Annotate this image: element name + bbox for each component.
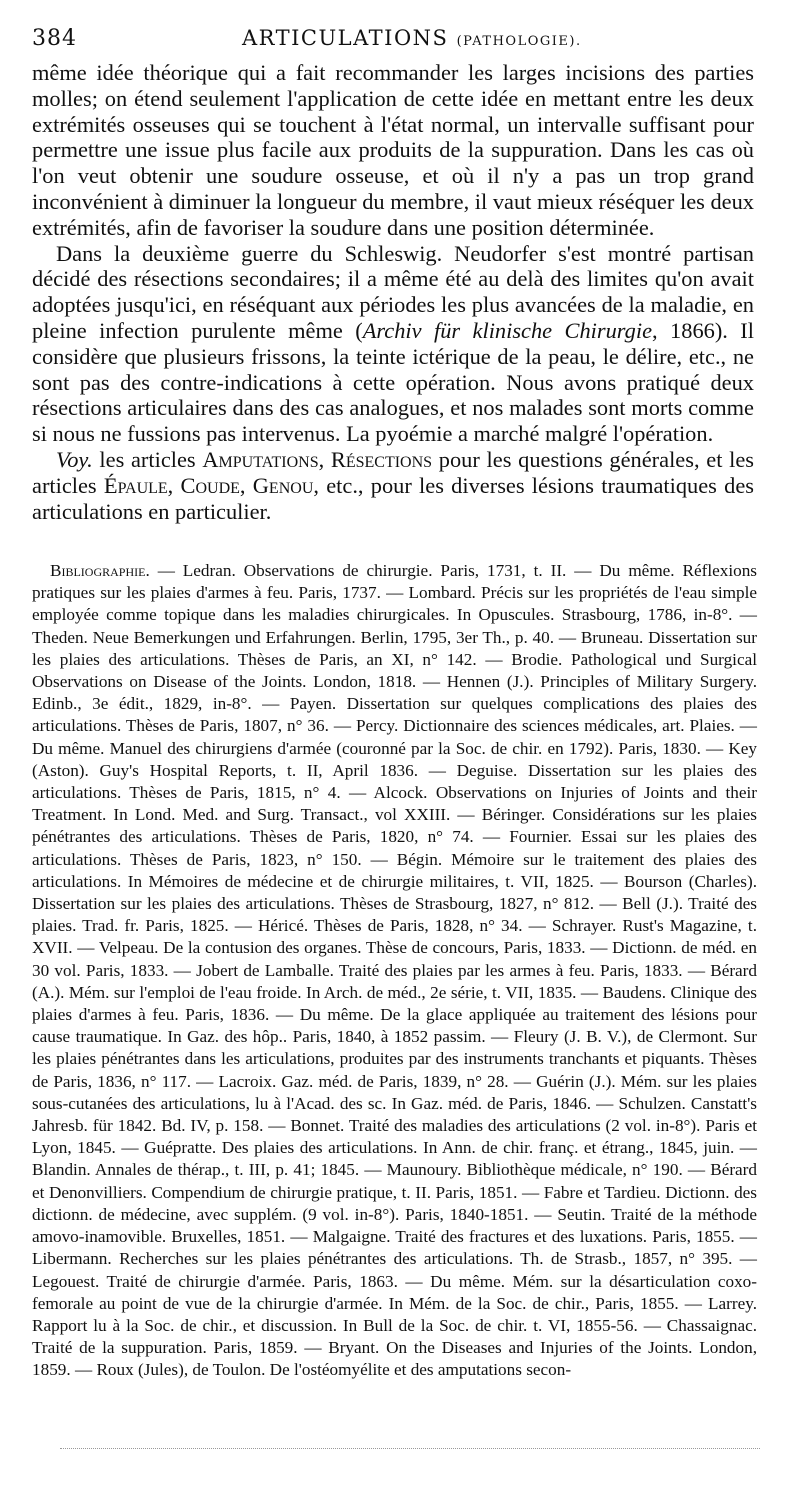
bibliography-paragraph (32, 560, 757, 1382)
xref-resections: Résections (330, 446, 433, 472)
xref-epaule: Épaule (103, 472, 168, 498)
paragraph-3-text-a: les articles (92, 446, 203, 472)
paragraph-1: même idée théorique qui a fait recommander les larges incisions des parties molles; on étend seulement l'application de cette idée en mettant entre les deux extrémités osseuses qui se touchent à l'état normal, un intervalle suffisant pour permettre une issue plus facile aux produits de la suppuration. Dans les cas où l'on veut obtenir une soudure osseuse, et où il n'y a pas un trop grand inconvénient à diminuer la longueur du membre, il vaut mieux réséquer les deux extrémités, afin de favoriser la soudure dans une position déterminée. (32, 60, 754, 240)
paragraph-2-text-a: Dans la deuxième guerre du Schleswig. Neudorfer s'est montré partisan décidé des résections secondaires; il a même été au delà des limites qu'on avait adoptées jusqu'ici, en réséquant aux périodes les plus avancées de la maladie, en pleine infection purulente même ( (32, 240, 754, 343)
body-text (32, 60, 754, 524)
xref-coude: Coude (180, 472, 240, 498)
journal-title: Archiv für klinische Chirurgie (362, 317, 653, 343)
paragraph-2 (32, 241, 754, 447)
paragraph-3-text-d: , (167, 472, 181, 498)
running-title-main: ARTICULATIONS (242, 26, 449, 50)
running-title-section: (PATHOLOGIE). (456, 34, 582, 49)
paragraph-3 (32, 447, 754, 524)
bibliography (32, 560, 757, 1382)
running-head (32, 26, 760, 56)
bottom-rule (60, 1448, 760, 1449)
paragraph-3-text-e: , (239, 472, 253, 498)
paragraph-3-text-b: , (318, 446, 331, 472)
xref-genou: Genou (252, 472, 314, 498)
running-title (242, 26, 582, 50)
paragraph-3-text-c: pour les questions générales, et les articles (32, 446, 754, 498)
paragraph-2-text-b: , 1866). Il considère que plusieurs frissons, la teinte ictérique de la peau, le délire, etc., ne sont pas des contre-indications à cette opération. Nous avons pratiqué deux résections articulaires dans des cas analogues, et nos malades sont morts comme si nous ne fussions pas intervenus. La pyoémie a marché malgré l'opération. (32, 317, 754, 447)
voy-label: Voy. (56, 446, 93, 472)
xref-amputations: Amputations (202, 446, 319, 472)
bibliography-text: — Ledran. Observations de chirurgie. Paris, 1731, t. II. — Du même. Réflexions pratiques sur les plaies d'armes à feu. Paris, 1737. — Lombard. Précis sur les propriétés de l'eau simple employée comme topique dans les maladies chirurgicales. In Opuscules. Strasbourg, 1786, in-8°. — Theden. Neue Bemerkungen und Erfahrungen. Berlin, 1795, 3er Th., p. 40. — Bruneau. Dissertation sur les plaies des articulations. Thèses de Paris, an XI, n° 142. — Brodie. Pathological und Surgical Observations on Disease of the Joints. London, 1818. — Hennen (J.). Principles of Military Surgery. Edinb., 3e édit., 1829, in-8°. — Payen. Dissertation sur quelques complications des plaies des articulations. Thèses de Paris, 1807, n° 36. — Percy. Dictionnaire des sciences médicales, art. Plaies. — Du même. Manuel des chirurgiens d'armée (couronné par la Soc. de chir. en 1792). Paris, 1830. — Key (Aston). Guy's Hospital Reports, t. II, April 1836. — Deguise. Dissertation sur les plaies des articulations. Thèses de Paris, 1815, n° 4. — Alcock. Observations on Injuries of Joints and their Treatment. In Lond. Med. and Surg. Transact., vol XXIII. — Béringer. Considérations sur les plaies pénétrantes des articulations. Thèses de Paris, 1820, n° 74. — Fournier. Essai sur les plaies des articulations. Thèses de Paris, 1823, n° 150. — Bégin. Mémoire sur le traitement des plaies des articulations. In Mémoires de médecine et de chirurgie militaires, t. VII, 1825. — Bourson (Charles). Dissertation sur les plaies des articulations. Thèses de Strasbourg, 1827, n° 812. — Bell (J.). Traité des plaies. Trad. fr. Paris, 1825. — Héricé. Thèses de Paris, 1828, n° 34. — Schrayer. Rust's Magazine, t. XVII. — Velpeau. De la contusion des organes. Thèse de concours, Paris, 1833. — Dictionn. de méd. en 30 vol. Paris, 1833. — Jobert de Lamballe. Traité des plaies par les armes à feu. Paris, 1833. — Bérard (A.). Mém. sur l'emploi de l'eau froide. In Arch. de méd., 2e série, t. VII, 1835. — Baudens. Clinique des plaies d'armes à feu. Paris, 1836. — Du même. De la glace appliquée au traitement des lésions pour cause traumatique. In Gaz. des hôp.. Paris, 1840, à 1852 passim. — Fleury (J. B. V.), de Clermont. Sur les plaies pénétrantes dans les articulations, produites par des instruments tranchants et piquants. Thèses de Paris, 1836, n° 117. — Lacroix. Gaz. méd. de Paris, 1839, n° 28. — Guérin (J.). Mém. sur les plaies sous-cutanées des articulations, lu à l'Acad. des sc. In Gaz. méd. de Paris, 1846. — Schulzen. Canstatt's Jahresb. für 1842. Bd. IV, p. 158. — Bonnet. Traité des maladies des articulations (2 vol. in-8°). Paris et Lyon, 1845. — Guépratte. Des plaies des articulations. In Ann. de chir. franç. et étrang., 1845, juin. — Blandin. Annales de thérap., t. III, p. 41; 1845. — Maunoury. Bibliothèque médicale, n° 190. — Bérard et Denonvilliers. Compendium de chirurgie pratique, t. II. Paris, 1851. — Fabre et Tardieu. Dictionn. des dictionn. de médecine, avec supplém. (9 vol. in-8°). Paris, 1840-1851. — Seutin. Traité de la méthode amovo-inamovible. Bruxelles, 1851. — Malgaigne. Traité des fractures et des luxations. Paris, 1855. — Libermann. Recherches sur les plaies pénétrantes des articulations. Th. de Strasb., 1857, n° 395. — Legouest. Traité de chirurgie d'armée. Paris, 1863. — Du même. Mém. sur la désarticulation coxo-femorale au point de vue de la chirurgie d'armée. In Mém. de la Soc. de chir., Paris, 1855. — Larrey. Rapport lu à la Soc. de chir., et discussion. In Bull de la Soc. de chir. t. VI, 1855-56. — Chassaignac. Traité de la suppuration. Paris, 1859. — Bryant. On the Diseases and Injuries of the Joints. London, 1859. — Roux (Jules), de Toulon. De l'ostéomyélite et des amputations secon- (32, 561, 757, 1380)
paragraph-3-text-f: , etc., pour les diverses lésions traumatiques des articulations en particulier. (32, 472, 754, 524)
bibliography-label: Bibliographie. (50, 561, 150, 580)
page-number: 384 (32, 26, 77, 51)
